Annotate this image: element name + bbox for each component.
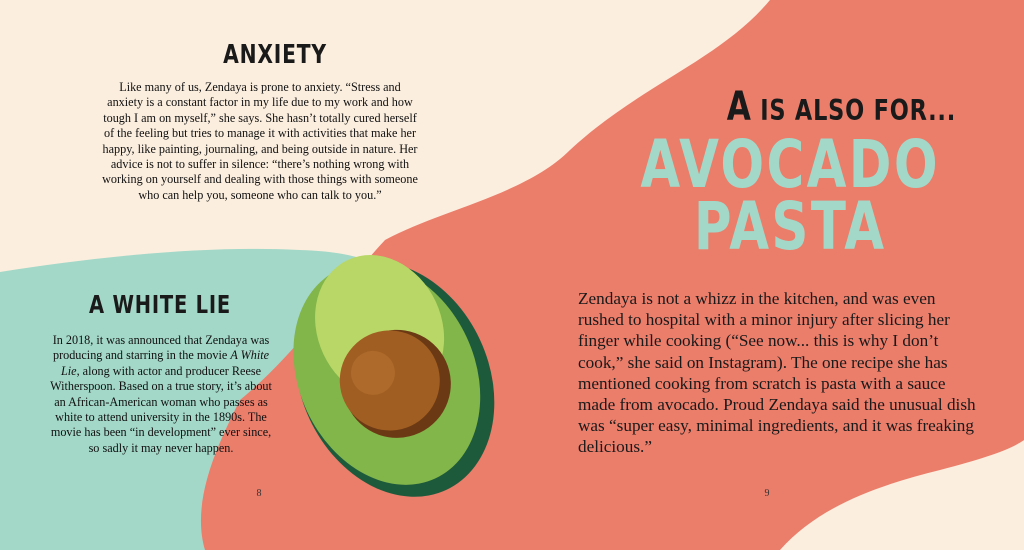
also-for-heading-initial: A (726, 84, 752, 130)
movie-title: A White Lie (60, 348, 270, 378)
white-lie-text-start: In 2018, it was announced that Zendaya was producing and starring in the movie (52, 333, 270, 363)
page-number-right: 9 (764, 488, 770, 499)
white-lie-heading: A WHITE LIE (89, 290, 231, 319)
page-number-left: 8 (256, 488, 262, 499)
dish-title: AVOCADO PASTA (640, 126, 940, 265)
white-lie-text-end: , along with actor and producer Reese Witherspoon. Based on a true story, it’s about an African-American woman who passes as white to attend university in the 1890s. The movie has been “in development” ever since, so sadly it may never happen. (50, 363, 272, 455)
anxiety-paragraph: Like many of us, Zendaya is prone to anxiety. “Stress and anxiety is a constant factor in my life due to my work and how tough I am on myself,” she says. She hasn’t totally cured herself of the feeling but tries to manage it with activities that make her happy, like painting, journaling, and being outside in nature. Her advice is not to suffer in silence: “there’s nothing wrong with working on yourself and dealing with those things with someone who can help you, someone who can talk to you.” (102, 80, 418, 202)
avocado-pasta-paragraph: Zendaya is not a whizz in the kitchen, and was even rushed to hospital with a minor injury after slicing her finger while cooking (“See now... this is why I don’t cook,” she said on Instagram). The one recipe she has mentioned cooking from scratch is pasta with a sauce made from avocado. Proud Zendaya said the unusual dish was “super easy, minimal ingredients, and it was freaking delicious.” (578, 289, 976, 457)
also-for-heading-rest: IS ALSO FOR... (751, 93, 956, 127)
white-lie-paragraph (46, 333, 276, 456)
anxiety-heading: ANXIETY (223, 40, 327, 70)
also-for-heading (727, 84, 956, 130)
